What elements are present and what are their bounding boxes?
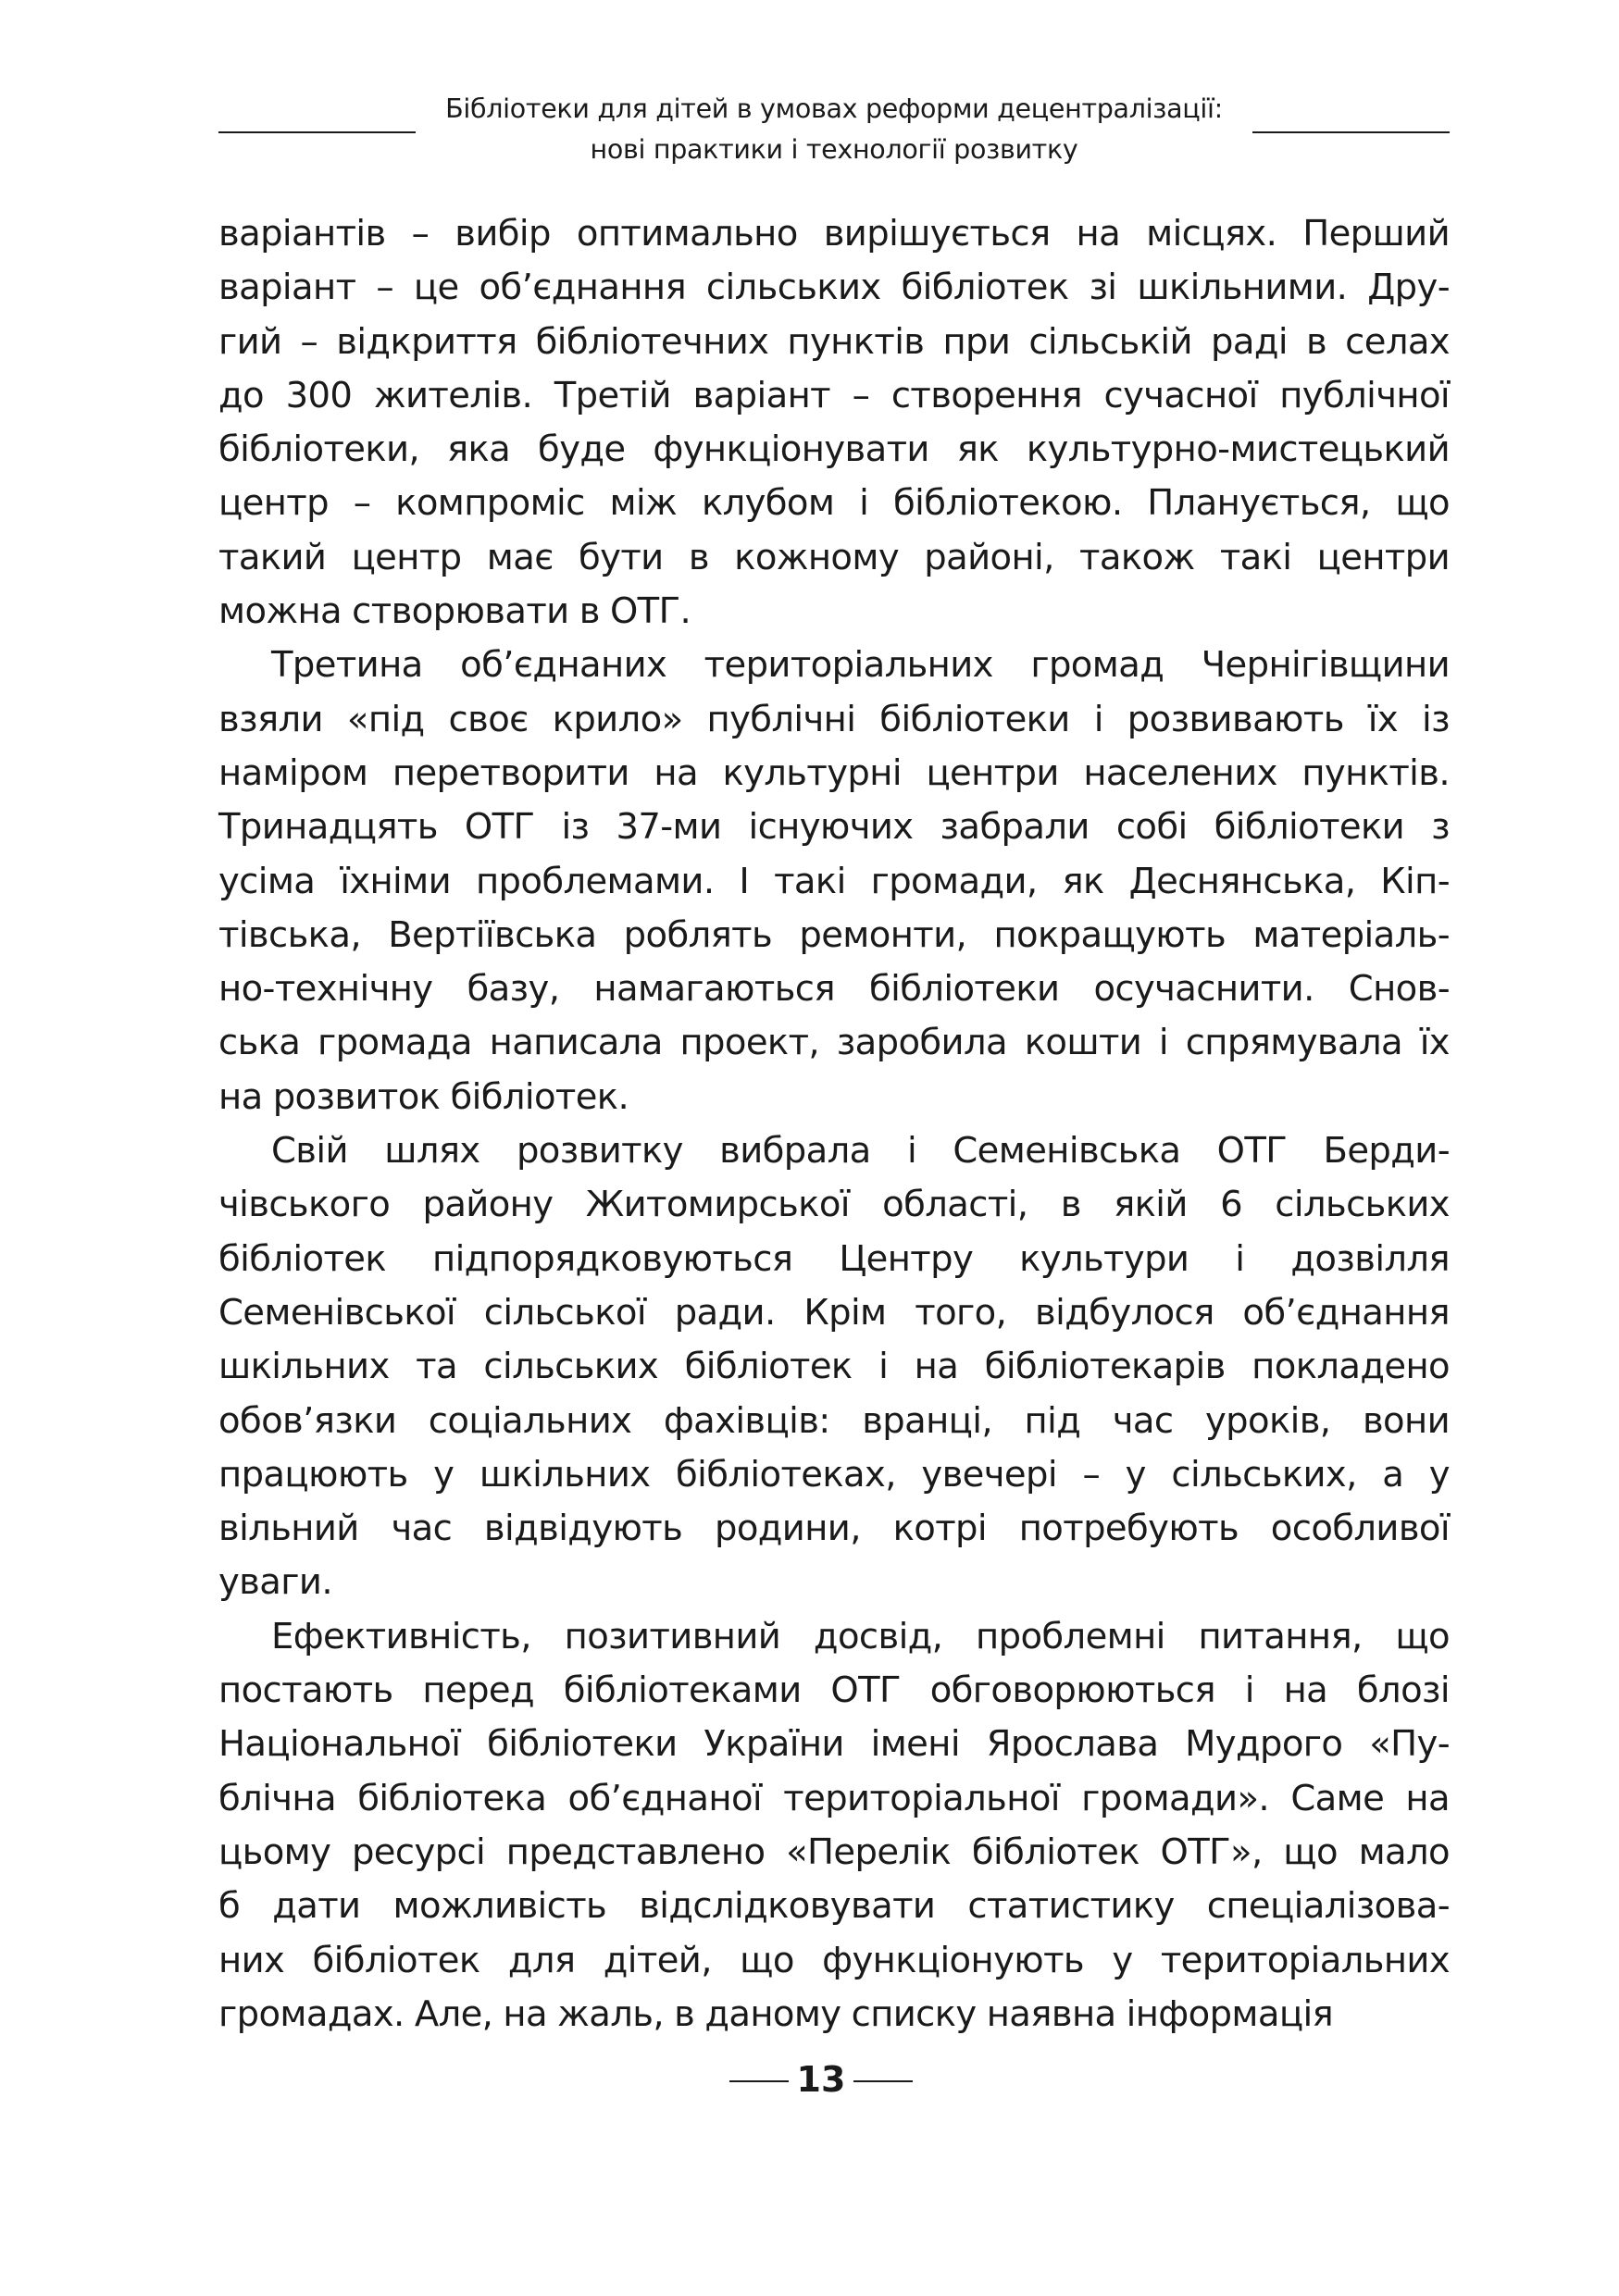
text-line: Ефективність, позитивний досвід, проблемні питання, що: [271, 1615, 1450, 1657]
text-line: постають перед бібліотеками ОТГ обговорюються і на блозі: [218, 1669, 1450, 1712]
body-text: [218, 207, 1450, 2042]
text-line: тівська, Вертіївська роблять ремонти, покращують матеріаль-: [218, 913, 1450, 956]
paragraph: [218, 1124, 1450, 1610]
text-line: на розвиток бібліотек.: [218, 1075, 629, 1118]
header-right-rule: [1252, 131, 1450, 133]
text-line: цьому ресурсі представлено «Перелік бібліотек ОТГ», що мало: [218, 1831, 1450, 1873]
text-line: Тринадцять ОТГ із 37-ми існуючих забрали собі бібліотеки з: [218, 806, 1450, 849]
header-title-line-1: Бібліотеки для дітей в умовах реформи децентралізації:: [445, 93, 1223, 124]
paragraph: [218, 1610, 1450, 2042]
text-line: б дати можливість відслідковувати статистику спеціалізова-: [218, 1885, 1450, 1928]
text-line: гий – відкриття бібліотечних пунктів при сільській раді в селах: [218, 320, 1450, 363]
text-line: центр – компроміс між клубом і бібліотекою. Планується, що: [218, 482, 1450, 525]
paragraph: [218, 207, 1450, 639]
running-header: [218, 89, 1450, 172]
text-line: них бібліотек для дітей, що функціонують у територіальних: [218, 1939, 1450, 1981]
text-line: вільний час відвідують родини, котрі потребують особливої: [218, 1508, 1450, 1550]
header-title-line-2: нові практики і технології розвитку: [590, 134, 1078, 165]
text-line: бібліотек підпорядковуються Центру культури і дозвілля: [218, 1237, 1450, 1280]
text-line: варіант – це об’єднання сільських бібліотек зі шкільними. Дру-: [218, 267, 1450, 309]
text-line: працюють у шкільних бібліотеках, увечері – у сільських, а у: [218, 1453, 1450, 1496]
text-line: до 300 жителів. Третій варіант – створення сучасної публічної: [218, 374, 1450, 416]
text-line: уваги.: [218, 1561, 332, 1604]
text-line: блічна бібліотека об’єднаної територіальної громади». Саме на: [218, 1777, 1450, 1819]
text-line: Семенівської сільської ради. Крім того, відбулося об’єднання: [218, 1291, 1450, 1334]
text-line: чівського району Житомирської області, в якій 6 сільських: [218, 1184, 1450, 1226]
text-line: Третина об’єднаних територіальних громад Чернігівщини: [271, 644, 1450, 687]
page-number: 13: [796, 2059, 846, 2100]
text-line: такий центр має бути в кожному районі, також такі центри: [218, 536, 1450, 578]
text-line: усіма їхніми проблемами. І такі громади, як Деснянська, Кіп-: [218, 860, 1450, 902]
text-line: можна створювати в ОТГ.: [218, 590, 691, 633]
text-line: наміром перетворити на культурні центри населених пунктів.: [218, 751, 1450, 794]
text-line: варіантів – вибір оптимально вирішується на місцях. Перший: [218, 213, 1450, 254]
footer-right-rule: [853, 2080, 913, 2082]
text-line: Свій шлях розвитку вибрала і Семенівська ОТГ Берди-: [271, 1130, 1450, 1173]
text-line: обов’язки соціальних фахівців: вранці, під час уроків, вони: [218, 1399, 1450, 1442]
text-line: но-технічну базу, намагаються бібліотеки осучаснити. Снов-: [218, 968, 1450, 1011]
text-line: взяли «під своє крило» публічні бібліотеки і розвивають їх із: [218, 698, 1450, 740]
text-line: шкільних та сільських бібліотек і на бібліотекарів покладено: [218, 1346, 1450, 1388]
footer-left-rule: [729, 2080, 789, 2082]
header-title: [422, 89, 1246, 170]
text-line: ська громада написала проект, заробила кошти і спрямувала їх: [218, 1022, 1450, 1064]
paragraph: [218, 639, 1450, 1124]
header-left-rule: [218, 131, 416, 133]
text-line: бібліотеки, яка буде функціонувати як культурно-мистецький: [218, 428, 1450, 471]
text-line: громадах. Але, на жаль, в даному списку наявна інформація: [218, 1992, 1334, 2035]
page-footer: [0, 2056, 1619, 2103]
text-line: Національної бібліотеки України імені Ярослава Мудрого «Пу-: [218, 1723, 1450, 1766]
